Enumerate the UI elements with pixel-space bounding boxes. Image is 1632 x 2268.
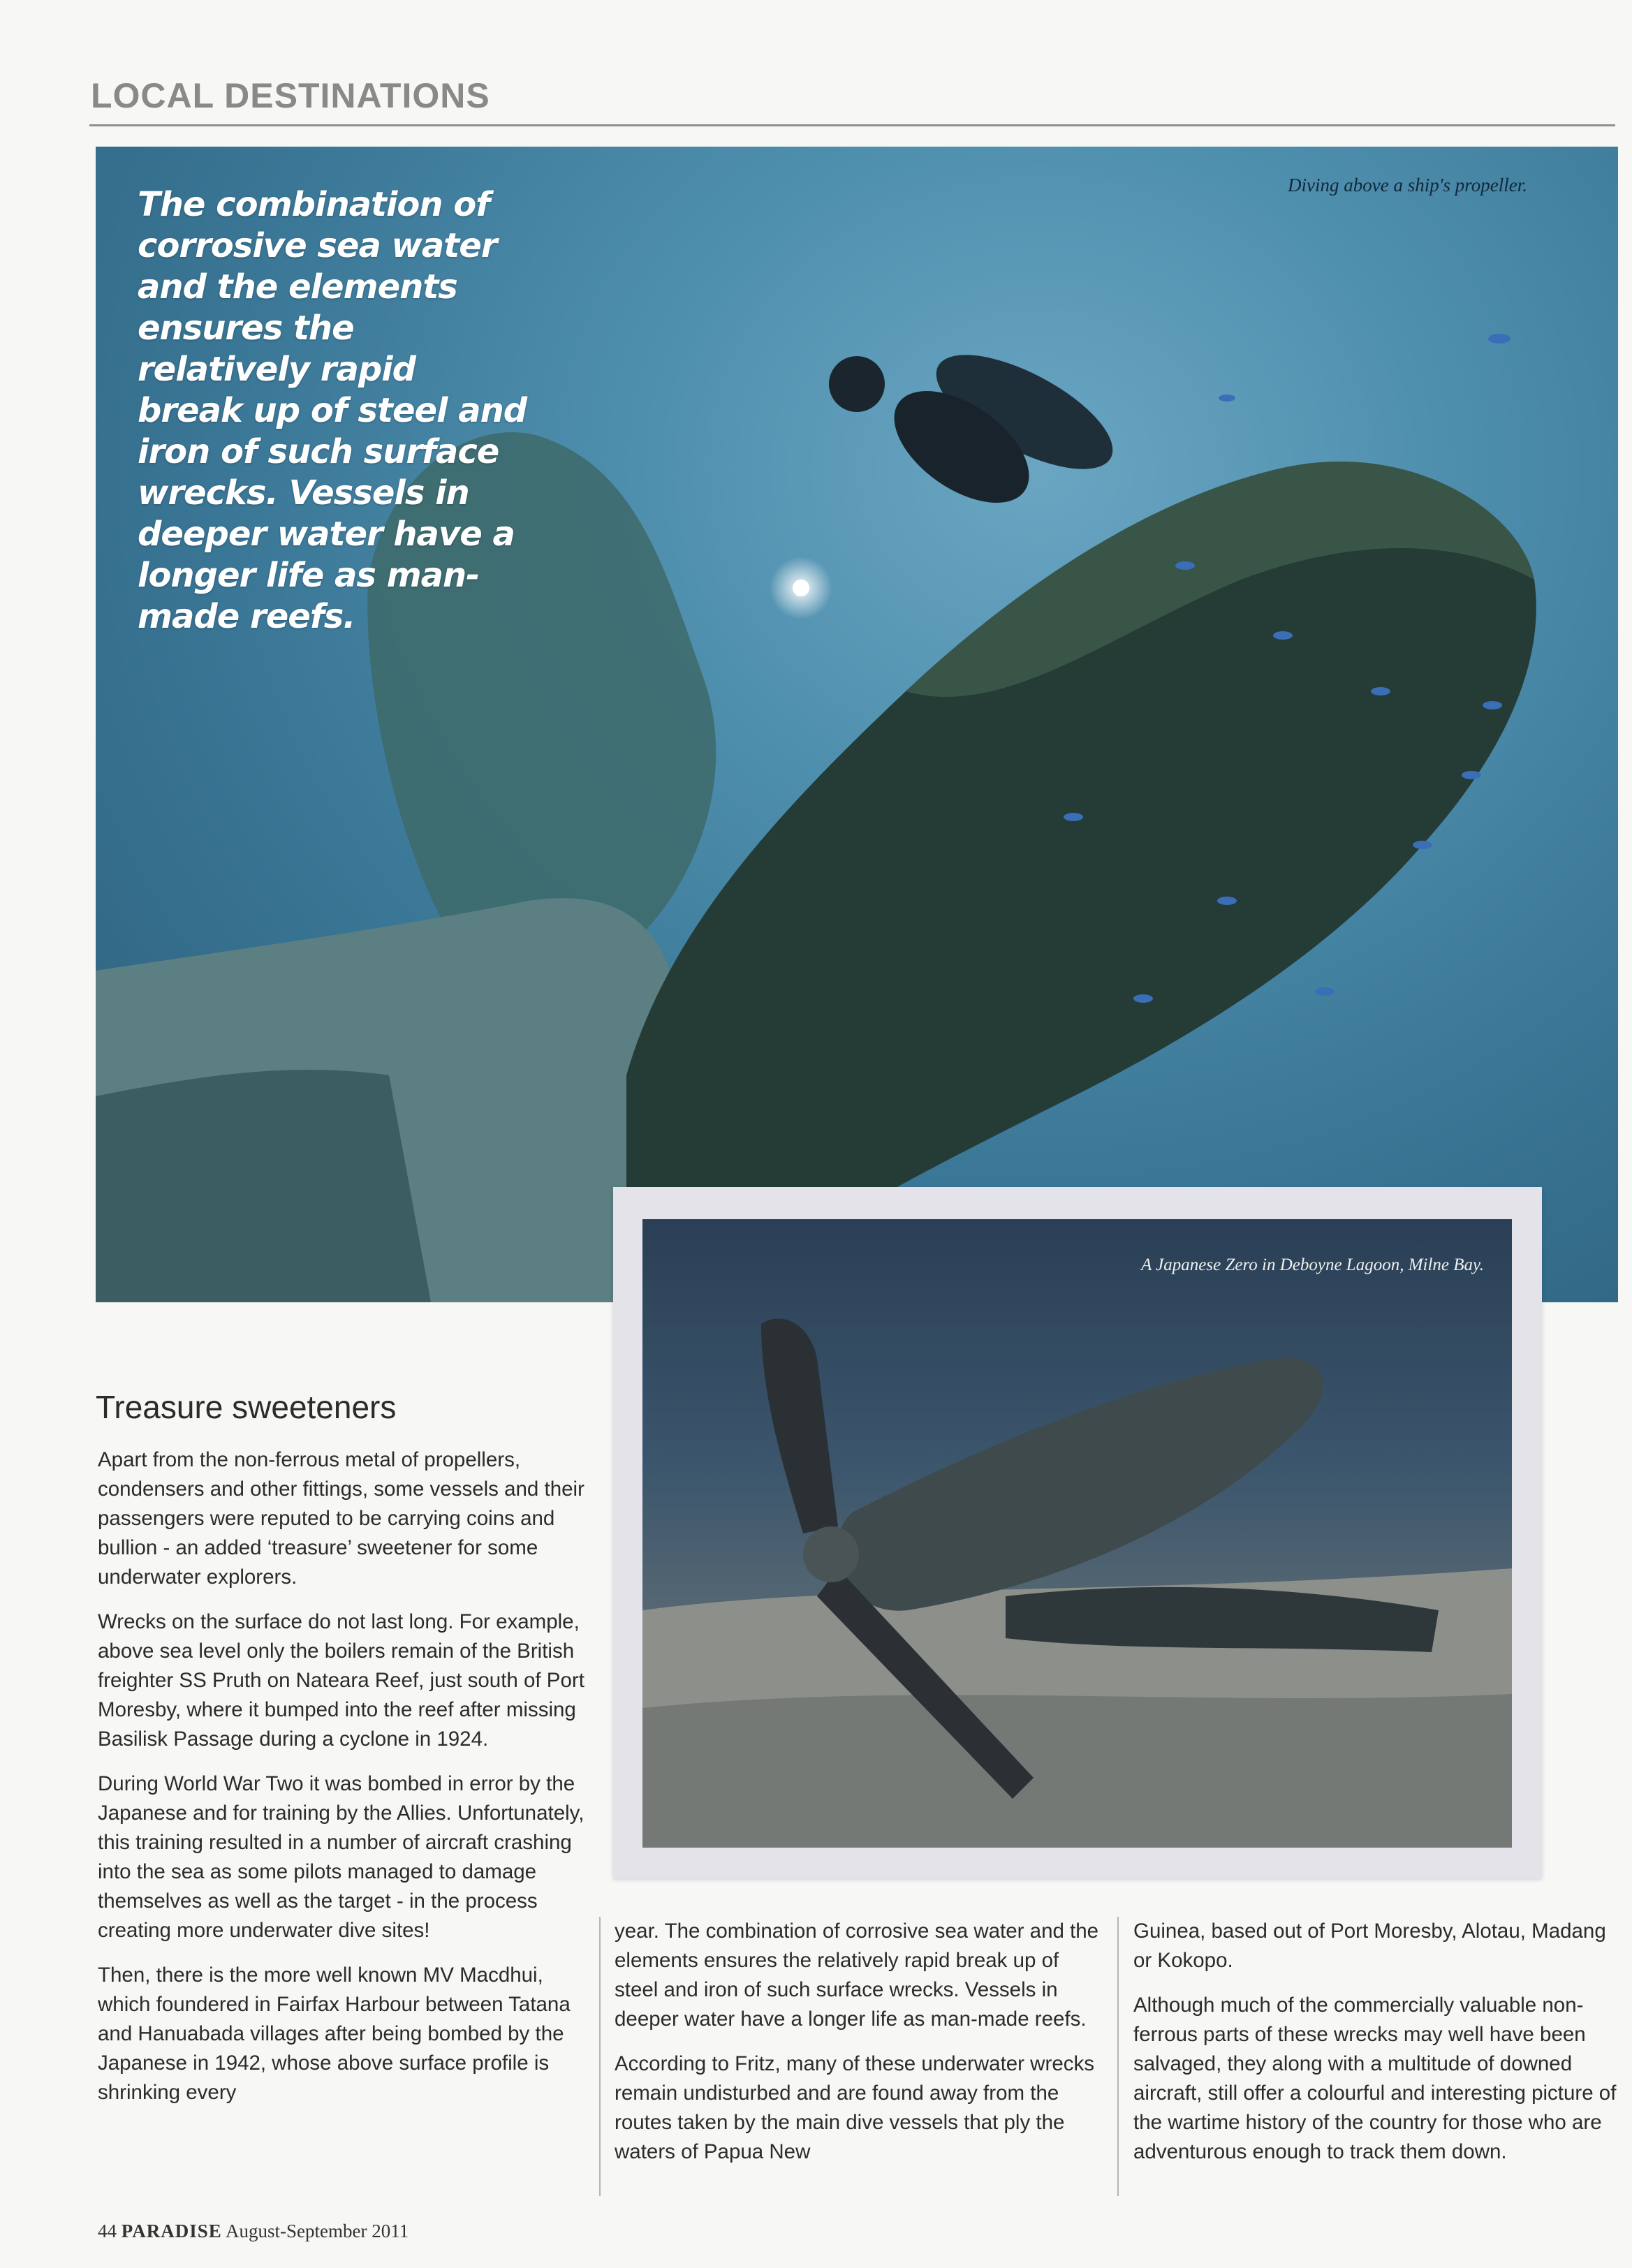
paragraph: Wrecks on the surface do not last long. For example, above sea level only the boilers remain of the British freighter SS Pruth on Nateara Reef, just south of Port Moresby, where it bumped into the reef after missing Basilisk Passage during a cyclone in 1924. (98, 1610, 585, 1751)
paragraph: year. The combination of corrosive sea water and the elements ensures the relatively rapid break up of steel and iron of such surface wrecks. Vessels in deeper water have a longer life as man-made reefs. (615, 1920, 1099, 2031)
paragraph: Guinea, based out of Port Moresby, Alotau, Madang or Kokopo. (1133, 1920, 1606, 1972)
plane-spinner (803, 1526, 859, 1582)
inset-caption: A Japanese Zero in Deboyne Lagoon, Milne Bay. (1141, 1256, 1484, 1274)
column-divider (599, 1917, 601, 2196)
article-column-1 (98, 1445, 587, 2123)
issue-date: August-September 2011 (226, 2221, 409, 2241)
paragraph: Although much of the commercially valuable non-ferrous parts of these wrecks may well have been salvaged, they along with a multitude of downed aircraft, still offer a colourful and interesting picture of the wartime history of the country for those who are adventurous enough to track them down. (1133, 1994, 1617, 2163)
magazine-name: PARADISE (121, 2221, 222, 2241)
column-divider (1117, 1917, 1119, 2196)
deck-shadow (96, 1070, 431, 1302)
article-column-3 (1133, 1917, 1622, 2182)
inset-photo (642, 1219, 1512, 1848)
plane-fuselage (837, 1358, 1323, 1611)
inset-photo-illustration (642, 1219, 1512, 1848)
inset-photo-frame (613, 1187, 1542, 1878)
paragraph: According to Fritz, many of these underwater wrecks remain undisturbed and are found away from the routes taken by the main dive vessels that ply the waters of Papua New (615, 2052, 1094, 2163)
hero-photo (96, 147, 1618, 1302)
paragraph: Then, there is the more well known MV Macdhui, which foundered in Fairfax Harbour between Tatana and Hanuabada villages after being bombed by the Japanese in 1942, whose above surface profile is shrinking every (98, 1964, 571, 2104)
section-label: LOCAL DESTINATIONS (91, 76, 490, 115)
pull-quote: The combination of corrosive sea water and the elements ensures the relatively rapid break up of steel and iron of such surface wrecks. Vessels in deeper water have a longer life as man-made reefs. (138, 185, 527, 636)
hero-caption: Diving above a ship's propeller. (1288, 175, 1527, 196)
header-rule (89, 124, 1615, 126)
paragraph: Apart from the non-ferrous metal of propellers, condensers and other fittings, some vessels and their passengers were reputed to be carrying coins and bullion - an added ‘treasure’ sweetener for some underwater explorers. (98, 1448, 585, 1589)
article-column-2 (615, 1917, 1103, 2182)
page-number: 44 (98, 2221, 117, 2241)
section-heading: Treasure sweeteners (96, 1389, 397, 1425)
diver-head (829, 356, 885, 412)
paragraph: During World War Two it was bombed in error by the Japanese and for training by the Allies. Unfortunately, this training resulted in a number of aircraft crashing into the sea as some pilots managed to damage themselves as well as the target - in the process creating more underwater dive sites! (98, 1772, 585, 1942)
page-footer (98, 2221, 409, 2242)
plane-propeller-top (761, 1318, 838, 1533)
